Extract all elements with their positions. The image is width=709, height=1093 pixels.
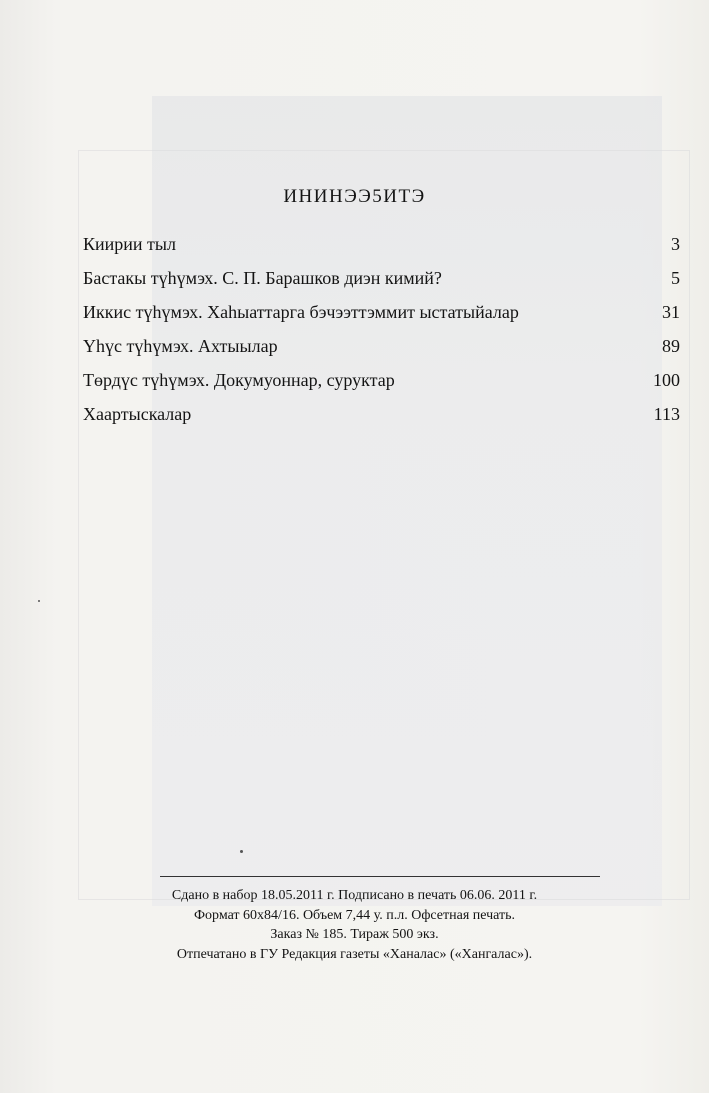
toc-entry <box>83 300 680 334</box>
toc-entry-label: Иккис түһүмэх. Хаһыаттарга бэчээттэммит ыстатыйалар <box>83 302 519 322</box>
divider-line <box>160 876 600 877</box>
toc-entry <box>83 266 680 300</box>
toc-entry-page: 31 <box>662 302 680 322</box>
page-title: ИНИНЭЭ5ИТЭ <box>283 186 426 207</box>
toc-entry-page: 5 <box>671 268 680 288</box>
print-speck <box>240 850 243 853</box>
toc-entry <box>83 232 680 266</box>
imprint-line: Отпечатано в ГУ Редакция газеты «Ханалас» («Хангалас»). <box>176 946 533 962</box>
toc-entry-page: 113 <box>653 404 680 424</box>
imprint-line: Формат 60х84/16. Объем 7,44 у. п.л. Офсетная печать. <box>193 907 516 923</box>
toc-entry <box>83 368 680 402</box>
print-speck <box>38 600 40 602</box>
toc-entry-page: 89 <box>662 336 680 356</box>
toc-entry-page: 100 <box>653 370 680 390</box>
toc-entry-page: 3 <box>671 234 680 254</box>
toc-entry-label: Киирии тыл <box>83 234 176 254</box>
imprint-block <box>0 886 709 964</box>
imprint-line: Сдано в набор 18.05.2011 г. Подписано в печать 06.06. 2011 г. <box>171 888 538 903</box>
imprint-line: Заказ № 185. Тираж 500 экз. <box>270 927 439 942</box>
toc-entry <box>83 402 680 436</box>
toc-entry-label: Төрдүс түһүмэх. Докумуоннар, суруктар <box>83 370 395 390</box>
toc-entry-label: Бастакы түһүмэх. С. П. Барашков диэн кимий? <box>83 268 442 288</box>
table-of-contents <box>83 232 680 436</box>
toc-entry <box>83 334 680 368</box>
toc-entry-label: Хаартыскалар <box>83 404 192 424</box>
toc-entry-label: Үһүс түһүмэх. Ахтыылар <box>83 336 278 356</box>
